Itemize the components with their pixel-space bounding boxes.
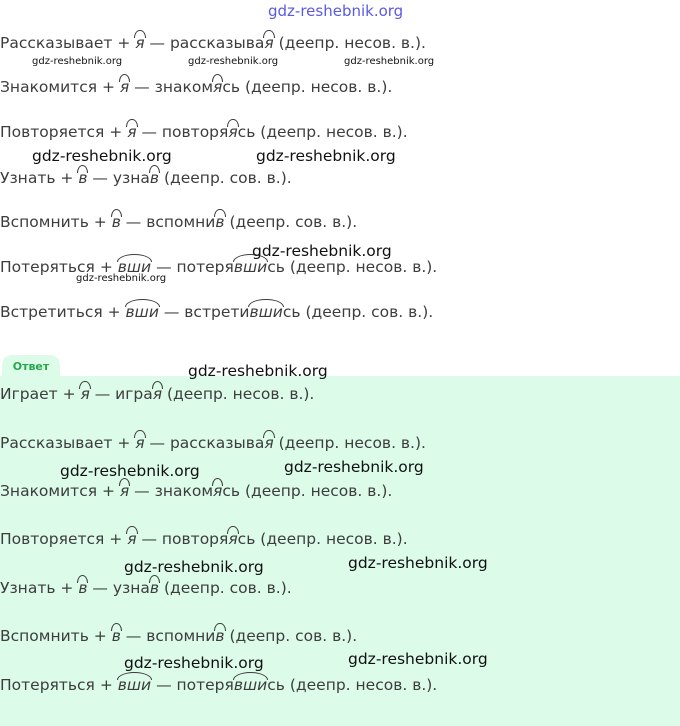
answer-line-4: Повторяется + я — повторяясь (деепр. несов. в.). [0,530,408,548]
upper-line-3: Повторяется + я — повторяясь (деепр. несов. в.). [0,123,408,141]
watermark: gdz-reshebnik.org [60,462,200,480]
watermark: gdz-reshebnik.org [124,558,264,576]
watermark: gdz-reshebnik.org [124,654,264,672]
upper-line-6: Потеряться + вши — потерявшись (деепр. несов. в.). [0,258,438,276]
answer-line-6: Вспомнить + в — вспомнив (деепр. сов. в.). [0,627,358,645]
watermark: gdz-reshebnik.org [188,362,328,380]
answer-line-1: Играет + я — играя (деепр. несов. в.). [0,385,315,403]
watermark: gdz-reshebnik.org [344,56,435,67]
answer-badge: Ответ [2,355,60,377]
upper-line-7: Встретиться + вши — встретившись (деепр. сов. в.). [0,303,434,321]
watermark-top: gdz-reshebnik.org [268,2,404,20]
upper-line-2: Знакомится + я — знакомясь (деепр. несов. в.). [0,78,393,96]
watermark: gdz-reshebnik.org [188,56,279,67]
answer-box [0,376,680,726]
watermark: gdz-reshebnik.org [32,56,123,67]
answer-line-7: Потеряться + вши — потерявшись (деепр. несов. в.). [0,676,438,694]
upper-line-5: Вспомнить + в — вспомнив (деепр. сов. в.). [0,213,358,231]
answer-line-2: Рассказывает + я — рассказывая (деепр. несов. в.). [0,434,426,452]
watermark: gdz-reshebnik.org [284,458,424,476]
watermark: gdz-reshebnik.org [32,147,172,165]
answer-line-5: Узнать + в — узнав (деепр. сов. в.). [0,579,292,597]
upper-line-4: Узнать + в — узнав (деепр. сов. в.). [0,169,292,187]
answer-line-3: Знакомится + я — знакомясь (деепр. несов. в.). [0,482,393,500]
watermark: gdz-reshebnik.org [252,242,392,260]
watermark: gdz-reshebnik.org [348,554,488,572]
watermark: gdz-reshebnik.org [76,273,167,284]
watermark: gdz-reshebnik.org [256,147,396,165]
suffix-arc: я [135,34,145,52]
upper-line-1: Рассказывает + я — рассказывая (деепр. несов. в.). [0,34,426,52]
watermark: gdz-reshebnik.org [348,650,488,668]
